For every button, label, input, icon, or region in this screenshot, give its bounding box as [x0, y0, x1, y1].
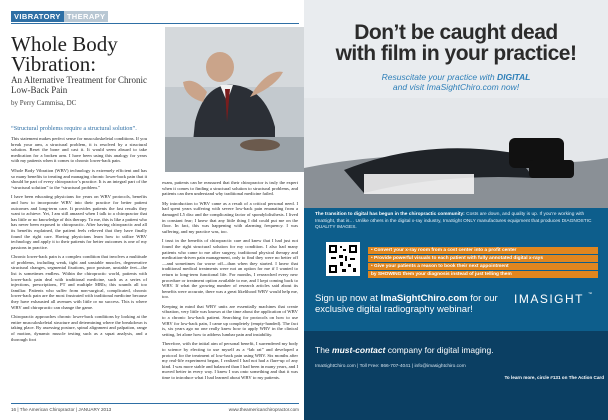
article-column-1 — [11, 125, 147, 346]
ad-action-card: To learn more, circle #131 on The Action Card — [504, 375, 604, 380]
panel-lead: The transition to digital has begun in the chiropractic community: — [315, 212, 465, 217]
footer-url[interactable]: www.theamericanchiropractor.com — [228, 407, 299, 412]
bullet-item: • Convert your x-ray room from a cost center into a profit center — [368, 247, 598, 254]
rubric-part1: VIBRATORY — [11, 11, 64, 22]
paragraph: Chronic lower-back pain is a complex condition that involves a multitude of problems, including weak, tight and unstable muscles, degenerative structural changes, segmental fixations, poor posture, unstable feet—the list is sometimes endless. Within the chiropractic world, patients with lower-back pain deal with traditional medicine, such as a series of injections, prescriptions, PT and multiple MRIs; this sounds all too familiar. Patients who suffer from non-surgical, complicated, chronic lower-back pain are the most frustrated with traditional medicine because they have exhausted all avenues with little or no success. This is where WBV and chiropractic can change the game. — [11, 254, 147, 310]
ad-tagline — [304, 72, 608, 92]
must-pre: The — [315, 345, 333, 355]
ad-contact-line[interactable]: ImaSightChiro.com | Toll Free: 866-707-4041 | info@imasightchiro.com — [315, 364, 466, 369]
must-post: company for digital imaging. — [385, 345, 494, 355]
must-italic: must-contact — [332, 345, 386, 355]
article-photo — [165, 27, 304, 172]
ad-signup — [315, 293, 505, 315]
paragraph: I have been educating physicians for years on WBV protocols, benefits and how to incorporate WBV into their practice for better patient outcomes and long-term care. It provides patients the fast results they want to achieve. Yet, I am still amazed when I talk to a chiropractor that has little or no knowledge of this therapy. To me, this is like a patient who has never been exposed to chiropractic. After having chiropractic and all its benefits explained, the patient feels relieved that they have finally found the right care. Having physicians learn how to utilize WBV technology and apply it to their patients for better outcomes is one of my passions in practice. — [11, 194, 147, 250]
qr-code-icon[interactable] — [326, 242, 360, 276]
bullet-item: • Give your patients a reason to book their next appointment — [368, 263, 598, 270]
signup-text-end: for our — [467, 293, 498, 304]
section-rubric — [11, 11, 108, 22]
ad-headline-line1: Don’t be caught dead — [354, 21, 558, 44]
bullet-item: by SHOWING them your diagnosis instead of just telling them — [368, 271, 598, 278]
paragraph: This statement makes perfect sense for musculoskeletal conditions. If you break your arm, a structural problem, it is resolved by a structural solution. Reset the bone and cast it. It would seem absurd to take medication for a broken arm. I have been using this analogy for years with my patients when it comes to chronic lower-back pain. — [11, 136, 147, 164]
top-rule — [11, 23, 299, 24]
signup-text: Sign up now at — [315, 293, 381, 304]
footer-rule — [11, 403, 299, 404]
paragraph: Chiropractic approaches chronic lower-back conditions by looking at the entire musculoskeletal structure and determining where the breakdown is taking place. By assessing posture, spinal alignment and palpation, range of motion, dynamic muscle testing such as a squat analysis, and a thorough foot — [11, 314, 147, 342]
ad-headline — [304, 22, 608, 64]
paragraph: exam, patients can be reassured that their chiropractor is truly the expert when it comes to finding a structural solution to structural problems, and patients can then understand why traditional medicine failed. — [162, 180, 298, 197]
footer-folio: 16 | The American Chiropractor | JANUARY 2013 — [11, 407, 112, 412]
paragraph: Therefore, with the initial aim of personal benefit, I surrendered my body to science by electing to use myself as a “lab rat” and developed a protocol for the treatment of low-back pain using WBV. Six months after my real-life experiment began, I realized I had not had a flare-up of any kind. I was more stable and balanced than I had been in many years, and I moved better in every way. I knew I was onto something and that it was time to introduce what I had learned about WBV to my patients. — [162, 341, 298, 380]
ad-bullet-list — [368, 247, 598, 279]
paragraph: Whole Body Vibration (WBV) technology is extremely efficient and has so many benefits to treating and managing chronic lower-back pain that it should be part of every chiropractor’s practice. It is an integral part of the “structural solution” to the “structural problem.” — [11, 167, 147, 190]
tagline-text-2: and visit ImaSightChiro.com now! — [392, 82, 520, 92]
logo-tm: ™ — [588, 291, 592, 296]
rubric-part2: THERAPY — [64, 11, 109, 22]
ad-panel-text — [315, 212, 599, 232]
paragraph: I trust in the benefits of chiropractic care and knew that I had just not found the right structural solution for my condition. I also had many patients who came to me after surgery, traditional physical therapy and medication-driven pain management, only to find they were no better off—and sometimes far worse off—than when they started. I knew that traditional medical treatments were not an option for me if I wanted to return to long-term functional life. For months, I researched every new procedure or treatment option available to me, and I kept coming back to WBV. If what the growing number of research articles said about its benefits were accurate, there was a great likelihood WBV would help me, too. — [162, 238, 298, 300]
imasight-logo — [512, 288, 598, 308]
article-subtitle: An Alternative Treatment for Chronic Low-Back Pain — [11, 75, 147, 95]
signup-text-2: exclusive digital radiography webinar! — [315, 304, 473, 315]
paragraph: Keeping in mind that WBV units are essentially machines that create vibration, very little was known at the time about the application of WBV to a chronic low-back patient. Searching for protocols on how to use WBV for low-back pain, I came up completely (empty-handed). The fact is, six years ago no one really knew how to apply WBV in the clinical setting, let alone how to address lumbar pain and instability. — [162, 303, 298, 337]
ad-headline-line2: with film in your practice! — [335, 42, 577, 65]
ad-must-contact — [315, 345, 605, 355]
logo-wordmark: IMASIGHT — [514, 292, 585, 306]
bullet-item: • Provide powerful visuals to each patient with fully annotated digital x-rays — [368, 255, 598, 262]
paragraph: My introduction to WBV came as a result of a critical personal need. I had spent years suffering with severe low-back pain emanating from a damaged L5 disc and the complicating factor of spondylolisthesis. I lived in constant fear; I knew that any little thing I did could put me on the floor. In fact, this was happening with alarming frequency. I was suffering, and my practice was, too. — [162, 200, 298, 234]
panel-body: Costs are down, and quality is up. If you’re working with ImaSight, that is… Unlike others in the digital x-ray industry, ImaSight ONLY manufactures equipment that produces DIAGNOSTIC QUALITY IMAGES. — [315, 212, 592, 230]
advertisement-page — [304, 0, 608, 420]
article-column-2 — [162, 180, 298, 385]
signup-link[interactable]: ImaSightChiro.com — [380, 293, 468, 304]
ad-photo — [304, 98, 608, 208]
tagline-text: Resuscitate your practice with — [381, 72, 495, 82]
article-byline: by Perry Cammisa, DC — [11, 99, 77, 107]
page-footer — [11, 407, 299, 412]
article-title: Whole Body Vibration: — [11, 32, 118, 76]
tagline-digital: DIGITAL — [496, 72, 531, 82]
pull-quote: “Structural problems require a structural solution”. — [11, 125, 137, 132]
